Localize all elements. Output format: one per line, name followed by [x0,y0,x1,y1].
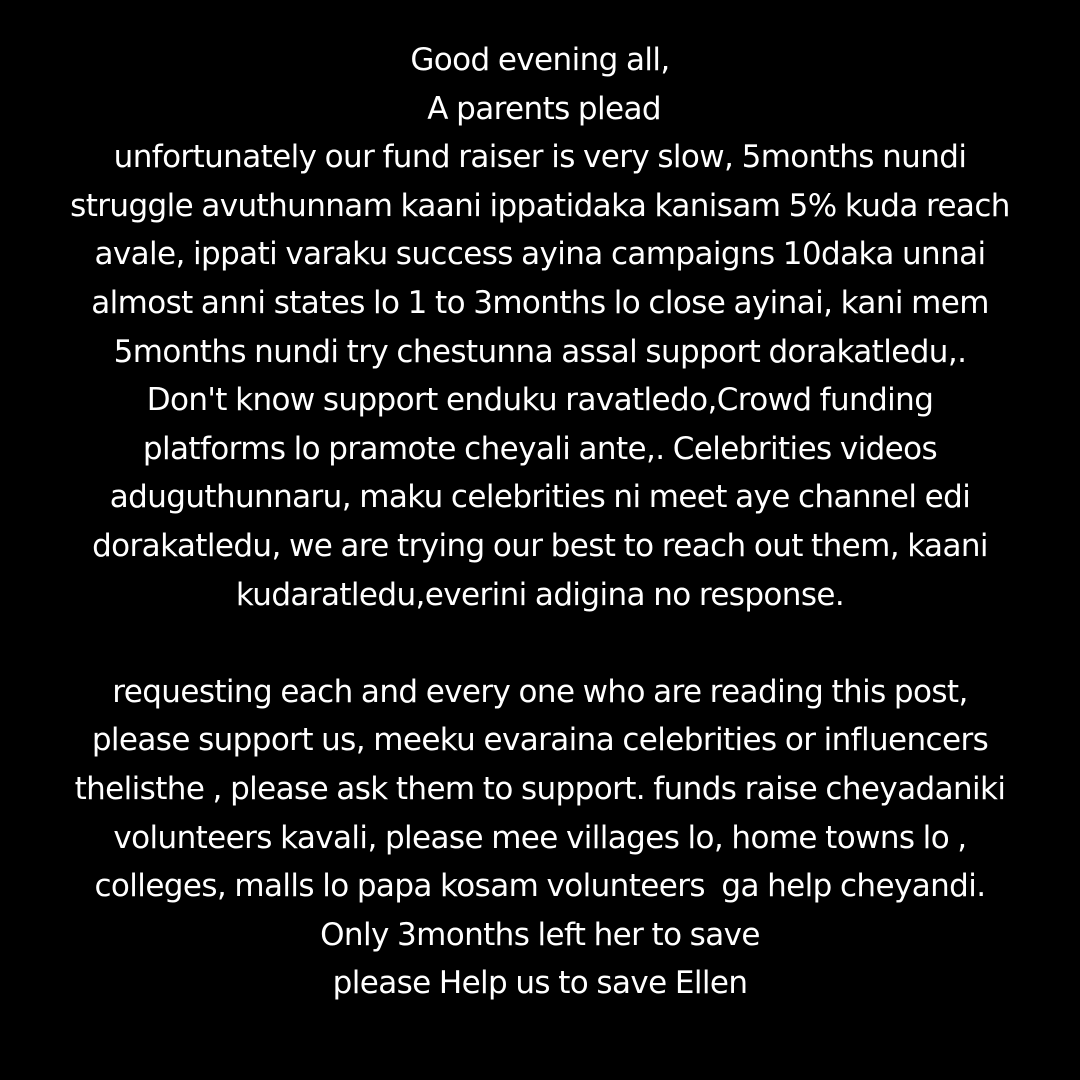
request-line: volunteers kavali, please mee villages lo, home towns lo , [113,819,967,856]
message-line: 5months nundi try chestunna assal support dorakatledu,. [113,333,967,370]
message-line: almost anni states lo 1 to 3months lo close ayinai, kani mem [91,284,989,321]
greeting-line: Good evening all, [410,42,670,78]
blank-line [20,619,1060,668]
message-line: platforms lo pramote cheyali ante,. Celebrities videos [142,430,938,467]
message-line: dorakatledu, we are trying our best to reach out them, kaani [92,527,988,564]
subtitle-line: A parents plead [419,90,661,127]
closing-line: please Help us to save Ellen [332,965,748,1002]
message-line: struggle avuthunnam kaani ippatidaka kanisam 5% kuda reach [70,187,1010,224]
appeal-message [20,36,1060,1008]
message-line: avale, ippati varaku success ayina campaigns 10daka unnai [94,236,986,273]
request-line: Only 3months left her to save [320,916,760,953]
message-line: aduguthunnaru, maku celebrities ni meet aye channel edi [109,479,971,516]
request-line: requesting each and every one who are reading this post, [112,673,968,710]
request-line: colleges, malls lo papa kosam volunteers ga help cheyandi. [94,868,986,905]
message-line: unfortunately our fund raiser is very slow, 5months nundi [113,139,967,176]
request-line: please support us, meeku evaraina celebrities or influencers [91,722,989,759]
message-line: Don't know support enduku ravatledo,Crowd funding [146,382,934,419]
message-line: kudaratledu,everini adigina no response. [235,576,845,613]
request-line: thelisthe , please ask them to support. funds raise cheyadaniki [74,770,1006,807]
